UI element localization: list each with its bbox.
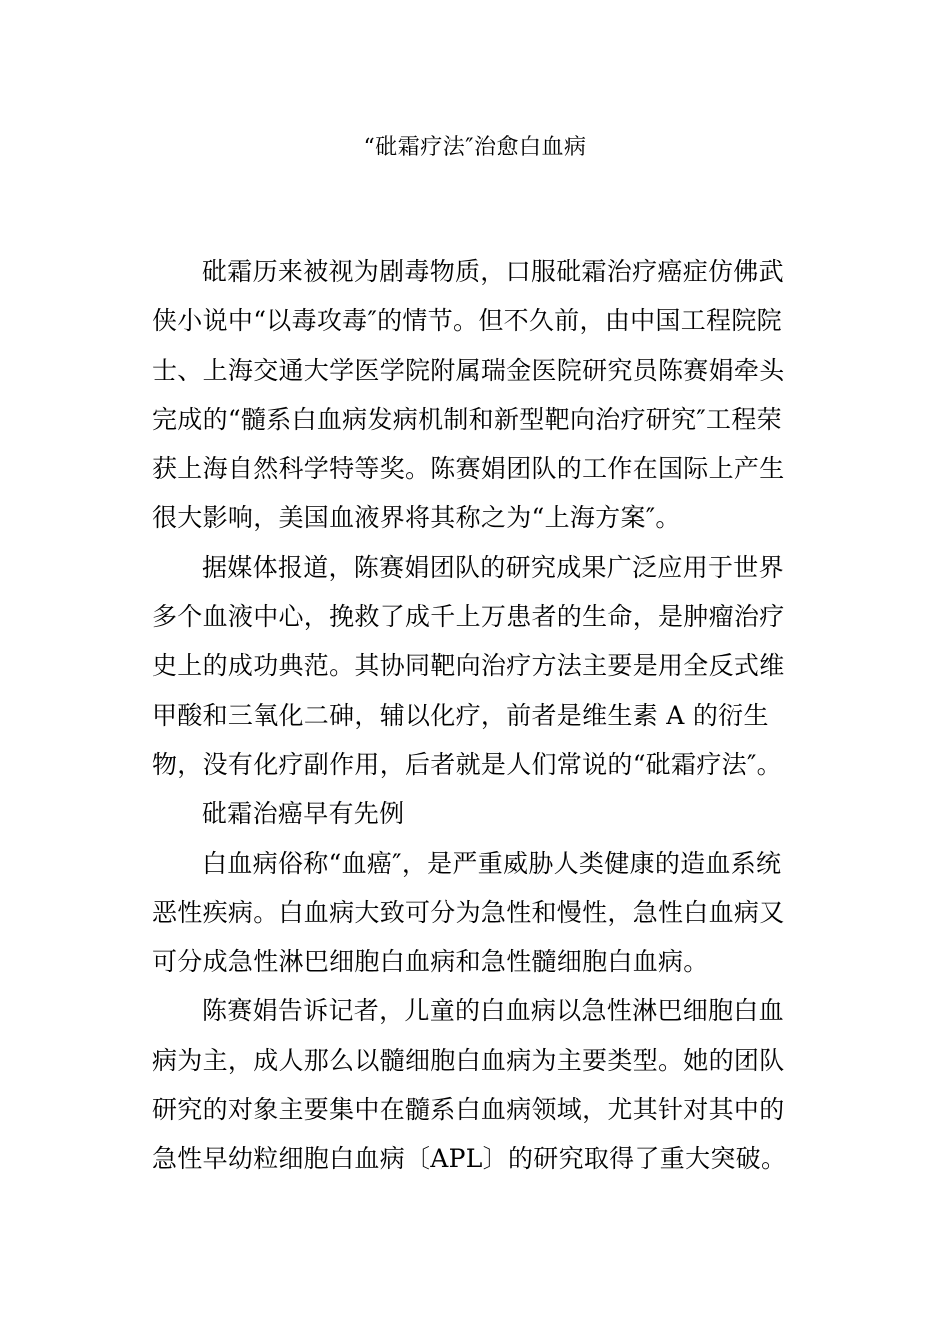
text-line: 白血病俗称“血癌″，是严重威胁人类健康的造血系统 [202, 848, 782, 878]
text-line: 很大影响，美国血液界将其称之为“上海方案″。 [152, 503, 681, 533]
text-line: 多个血液中心，挽救了成千上万患者的生命，是肿瘤治疗 [152, 602, 785, 632]
text-line: 陈赛娟告诉记者，儿童的白血病以急性淋巴细胞白血 [202, 996, 784, 1026]
text-line: 研究的对象主要集中在髓系白血病领域，尤其针对其中的 [152, 1095, 785, 1125]
text-line: 甲酸和三氧化二砷，辅以化疗，前者是维生素 A 的衍生 [152, 700, 769, 730]
text-line: 物，没有化疗副作用，后者就是人们常说的“砒霜疗法″。 [152, 749, 782, 779]
text-line: 可分成急性淋巴细胞白血病和急性髓细胞白血病。 [152, 947, 709, 977]
document-title: “砒霜疗法″治愈白血病 [363, 135, 587, 160]
text-line: 据媒体报道，陈赛娟团队的研究成果广泛应用于世界 [202, 552, 784, 582]
text-line: 士、上海交通大学医学院附属瑞金医院研究员陈赛娟牵头 [152, 355, 785, 385]
text-line: 完成的“髓系白血病发病机制和新型靶向治疗研究″工程荣 [152, 404, 782, 434]
text-line: 获上海自然科学特等奖。陈赛娟团队的工作在国际上产生 [152, 454, 785, 484]
text-line: 砒霜治癌早有先例 [202, 799, 405, 829]
text-line: 病为主，成人那么以髓细胞白血病为主要类型。她的团队 [152, 1045, 785, 1075]
text-line: 急性早幼粒细胞白血病〔APL〕的研究取得了重大突破。 [152, 1144, 787, 1174]
text-line: 侠小说中“以毒攻毒″的情节。但不久前，由中国工程院院 [152, 306, 782, 336]
document-body [152, 247, 802, 1184]
text-line: 砒霜历来被视为剧毒物质，口服砒霜治疗癌症仿佛武 [202, 257, 784, 286]
text-line: 恶性疾病。白血病大致可分为急性和慢性，急性白血病又 [152, 897, 785, 927]
text-line: 史上的成功典范。其协同靶向治疗方法主要是用全反式维 [152, 651, 785, 681]
